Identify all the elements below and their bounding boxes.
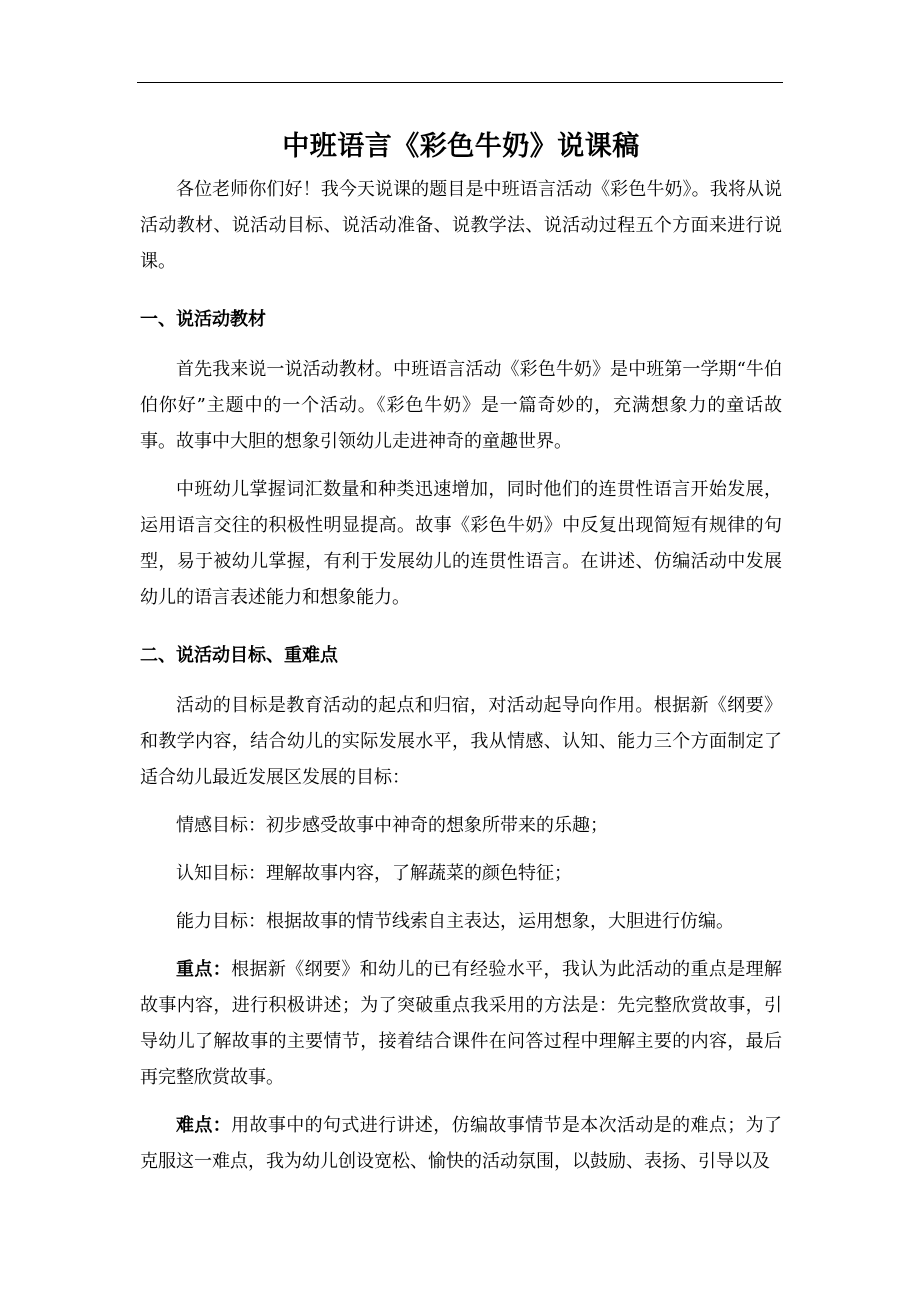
section-heading-goals: 二、说活动目标、重难点 bbox=[140, 645, 338, 666]
materials-paragraph-1: 首先我来说一说活动教材。中班语言活动《彩色牛奶》是中班第一学期“牛伯伯你好”主题中的一个活动。《彩色牛奶》是一篇奇妙的，充满想象力的童话故事。故事中大胆的想象引领幼儿走进神奇的童趣世界。 bbox=[140, 359, 782, 452]
materials-paragraph-2: 中班幼儿掌握词汇数量和种类迅速增加，同时他们的连贯性语言开始发展，运用语言交往的积极性明显提高。故事《彩色牛奶》中反复出现简短有规律的句型，易于被幼儿掌握，有利于发展幼儿的连贯性语言。在讲述、仿编活动中发展幼儿的语言表述能力和想象能力。 bbox=[140, 479, 782, 608]
document-body bbox=[140, 124, 782, 1192]
difficulty-label: 难点： bbox=[176, 1115, 232, 1136]
difficulty-paragraph bbox=[140, 1108, 782, 1180]
header-rule bbox=[137, 82, 783, 83]
goal-cognition: 认知目标：理解故事内容，了解蔬菜的颜色特征； bbox=[176, 863, 572, 884]
intro-paragraph: 各位老师你们好！我今天说课的题目是中班语言活动《彩色牛奶》。我将从说活动教材、说活动目标、说活动准备、说教学法、说活动过程五个方面来进行说课。 bbox=[140, 179, 782, 272]
goal-ability: 能力目标：根据故事的情节线索自主表达，运用想象，大胆进行仿编。 bbox=[176, 911, 734, 932]
document-title: 中班语言《彩色牛奶》说课稿 bbox=[282, 131, 640, 162]
section-heading-materials: 一、说活动教材 bbox=[140, 309, 266, 330]
key-point-text: 根据新《纲要》和幼儿的已有经验水平，我认为此活动的重点是理解故事内容，进行积极讲述；为了突破重点我采用的方法是：先完整欣赏故事，引导幼儿了解故事的主要情节，接着结合课件在问答过程中理解主要的内容，最后再完整欣赏故事。 bbox=[140, 959, 782, 1088]
goal-emotion: 情感目标：初步感受故事中神奇的想象所带来的乐趣； bbox=[176, 815, 608, 836]
goals-paragraph: 活动的目标是教育活动的起点和归宿，对活动起导向作用。根据新《纲要》和教学内容，结合幼儿的实际发展水平，我从情感、认知、能力三个方面制定了适合幼儿最近发展区发展的目标： bbox=[140, 695, 782, 788]
difficulty-text: 用故事中的句式进行讲述，仿编故事情节是本次活动是的难点；为了克服这一难点，我为幼儿创设宽松、愉快的活动氛围，以鼓励、表扬、引导以及 bbox=[140, 1115, 782, 1172]
key-point-label: 重点： bbox=[176, 959, 232, 980]
key-point-paragraph bbox=[140, 952, 782, 1096]
